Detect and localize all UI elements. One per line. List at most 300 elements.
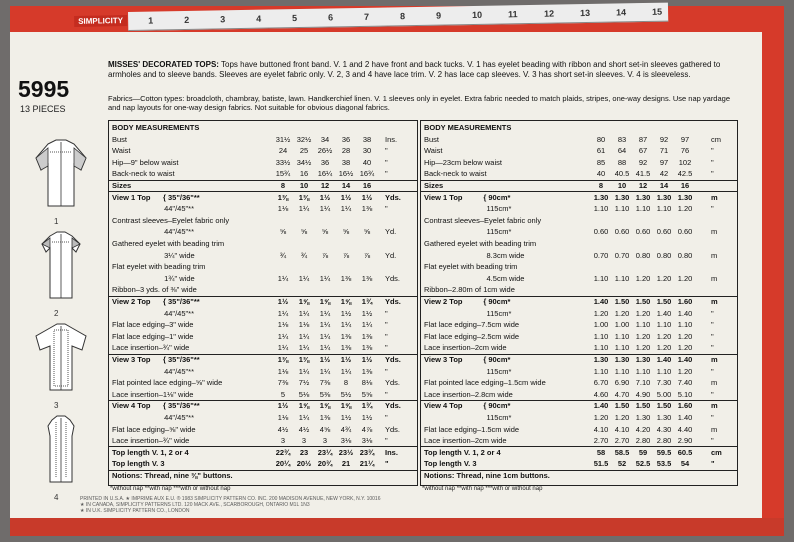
table-cell: 87 bbox=[638, 134, 648, 144]
table-cell: 1¼ bbox=[298, 366, 310, 376]
table-cell: 16 bbox=[299, 169, 309, 179]
table-cell: 23 bbox=[299, 447, 309, 457]
table-cell: 0.70 bbox=[614, 250, 630, 260]
table-cell: 1.20 bbox=[635, 273, 651, 283]
table-cell: 8 bbox=[343, 378, 349, 388]
print-line: ★ IN CANADA, SIMPLICITY PATTERNS LTD. 120 MACK AVE., SCARBOROUGH, ONTARIO M1L 1N3 bbox=[80, 502, 310, 508]
row-label: Sizes bbox=[112, 181, 132, 190]
table-cell: 38 bbox=[362, 134, 372, 144]
table-cell: 1⅝ bbox=[319, 297, 331, 306]
table-cell: 1¾ bbox=[361, 401, 373, 411]
table-cell: 1½ bbox=[319, 192, 331, 202]
row-label: Flat lace edging–2.5cm wide bbox=[424, 331, 520, 341]
table-row bbox=[109, 274, 417, 283]
table-cell: 1.10 bbox=[593, 204, 609, 214]
table-cell: 1.30 bbox=[656, 413, 672, 422]
row-unit: " bbox=[711, 204, 714, 214]
view-sketches bbox=[18, 136, 103, 504]
table-cell: 1⅝ bbox=[298, 297, 310, 306]
table-cell: ⅝ bbox=[321, 227, 329, 237]
table-row bbox=[421, 193, 737, 202]
table-row bbox=[421, 239, 737, 248]
row-label: 44"/45"** bbox=[112, 308, 195, 318]
table-row bbox=[421, 459, 737, 468]
row-unit: " bbox=[711, 157, 714, 167]
table-cell: 7.30 bbox=[656, 378, 672, 388]
row-unit: Yd. bbox=[385, 227, 397, 237]
table-cell: 4.10 bbox=[614, 424, 630, 434]
ruler-tick: 1 bbox=[148, 15, 154, 26]
row-label: 44"/45"** bbox=[112, 204, 195, 214]
table-cell: 1.10 bbox=[614, 331, 630, 341]
table-row bbox=[421, 285, 737, 294]
table-cell: 1½ bbox=[340, 192, 352, 202]
ruler-tick: 10 bbox=[472, 9, 483, 20]
table-row bbox=[421, 425, 737, 434]
table-cell: 1⅛ bbox=[298, 320, 310, 330]
row-unit: Yd. bbox=[385, 250, 397, 260]
table-cell: 36 bbox=[320, 157, 330, 167]
table-row bbox=[109, 227, 417, 236]
table-cell: 4.90 bbox=[635, 389, 651, 399]
row-label: Flat eyelet with beading trim bbox=[424, 262, 518, 272]
table-cell: 1¼ bbox=[340, 366, 352, 376]
table-row bbox=[421, 401, 737, 410]
print-line: ★ IN U.K. SIMPLICITY PATTERN CO., LONDON bbox=[80, 508, 190, 514]
row-label: 8.3cm wide bbox=[424, 250, 525, 260]
table-cell: 1.00 bbox=[614, 320, 630, 330]
table-cell: 0.60 bbox=[677, 227, 693, 237]
table-cell: 58 bbox=[596, 447, 606, 457]
row-unit: " bbox=[385, 157, 388, 167]
table-row bbox=[421, 216, 737, 225]
row-label: View 2 Top { 35"/36"** bbox=[112, 297, 200, 306]
table-cell: 1.30 bbox=[635, 192, 651, 202]
table-row bbox=[421, 367, 737, 376]
row-unit: " bbox=[711, 459, 715, 469]
row-unit: " bbox=[385, 169, 388, 179]
ruler-tick: 9 bbox=[436, 10, 442, 21]
table-cell: 1¼ bbox=[319, 320, 331, 330]
table-row bbox=[421, 123, 737, 132]
table-cell: 1.40 bbox=[656, 308, 672, 318]
row-unit: Yds. bbox=[385, 378, 401, 388]
table-cell: 1.30 bbox=[635, 413, 651, 422]
row-unit: cm bbox=[711, 447, 722, 457]
row-unit: Ins. bbox=[385, 134, 398, 144]
row-unit: Ins. bbox=[385, 447, 398, 457]
row-unit: Yds. bbox=[385, 273, 401, 283]
table-cell: 4.40 bbox=[677, 424, 693, 434]
table-cell: 4½ bbox=[277, 424, 289, 434]
row-unit: " bbox=[385, 343, 388, 353]
table-cell: 1⅛ bbox=[277, 413, 289, 422]
row-unit: " bbox=[711, 320, 714, 330]
table-cell: 1.20 bbox=[635, 331, 651, 341]
table-cell: 1⅝ bbox=[340, 297, 352, 306]
imperial-footnote: *without nap **with nap ***with or without nap bbox=[110, 486, 231, 492]
table-cell: 10 bbox=[299, 181, 309, 190]
table-cell: ⅝ bbox=[300, 227, 308, 237]
row-unit: " bbox=[385, 389, 388, 399]
table-cell: 0.60 bbox=[635, 227, 651, 237]
row-label: 115cm* bbox=[424, 227, 512, 237]
row-unit: " bbox=[711, 146, 714, 156]
table-cell: 51.5 bbox=[593, 459, 609, 469]
table-cell: 0.70 bbox=[593, 250, 609, 260]
piece-count: 13 PIECES bbox=[20, 104, 66, 114]
row-label: Top length V. 1, 2 or 4 bbox=[424, 447, 501, 457]
row-unit: " bbox=[711, 436, 714, 446]
table-cell: 0.60 bbox=[593, 227, 609, 237]
table-row bbox=[109, 251, 417, 260]
view-3-sketch bbox=[18, 320, 103, 412]
row-unit: " bbox=[385, 308, 388, 318]
ruler-tick: 2 bbox=[184, 14, 190, 26]
row-unit: m bbox=[711, 273, 718, 283]
table-cell: 1.40 bbox=[677, 355, 693, 364]
row-label: Flat lace edging–⅝" wide bbox=[112, 424, 196, 434]
table-cell: 1.50 bbox=[656, 297, 672, 306]
row-label: 3¼" wide bbox=[112, 250, 195, 260]
table-cell: 1.10 bbox=[656, 320, 672, 330]
table-cell: 0.60 bbox=[656, 227, 672, 237]
table-row bbox=[421, 343, 737, 352]
table-cell: 16½ bbox=[338, 169, 354, 179]
table-cell: 10 bbox=[617, 181, 627, 190]
table-cell: 97 bbox=[680, 134, 690, 144]
row-unit: cm bbox=[711, 134, 721, 144]
table-cell: 1⅛ bbox=[277, 204, 289, 214]
table-cell: 1⅜ bbox=[277, 355, 289, 364]
table-cell: 1.10 bbox=[677, 320, 693, 330]
table-cell: 7.10 bbox=[635, 378, 651, 388]
table-row bbox=[109, 332, 417, 341]
table-cell: 1.20 bbox=[614, 413, 630, 422]
table-cell: 31½ bbox=[275, 134, 291, 144]
ruler-tick: 11 bbox=[508, 9, 518, 20]
table-cell: 1¼ bbox=[298, 343, 310, 353]
description-text: Tops have buttoned front band. V. 1 and 2 have front and back tucks. V. 1 has eyelet beading with ribbon and short set-in sleeves gathered to armholes and to sleeve bands. Sleeves are eyelet fabric only. V. 2, 3 and 4 have lace trim. V. 2 has lace cap sleeves. V. 3 has short set-in sleeves. V. 4 is sleeveless. bbox=[108, 60, 721, 79]
table-cell: 1⅜ bbox=[298, 355, 310, 364]
table-row bbox=[109, 262, 417, 271]
table-cell: 0.80 bbox=[677, 250, 693, 260]
table-cell: 6.90 bbox=[614, 378, 630, 388]
table-row bbox=[109, 123, 417, 132]
table-cell: 1.20 bbox=[656, 331, 672, 341]
table-cell: 3⅛ bbox=[361, 436, 373, 446]
row-label: View 3 Top { 35"/36"** bbox=[112, 355, 200, 364]
row-unit: " bbox=[385, 413, 388, 422]
row-unit: m bbox=[711, 297, 718, 306]
table-cell: 1.20 bbox=[677, 343, 693, 353]
table-cell: 1½ bbox=[361, 355, 373, 364]
table-cell: 59 bbox=[638, 447, 648, 457]
table-cell: 40.5 bbox=[614, 169, 630, 179]
table-row bbox=[109, 181, 417, 190]
table-cell: 8⅛ bbox=[361, 378, 373, 388]
table-cell: 1½ bbox=[340, 413, 352, 422]
metric-yardage-table bbox=[420, 120, 738, 486]
table-cell: 1⅜ bbox=[361, 273, 373, 283]
table-cell: 1.30 bbox=[677, 192, 693, 202]
table-cell: 1¼ bbox=[298, 204, 310, 214]
table-cell: 21 bbox=[341, 459, 351, 469]
table-cell: 1.10 bbox=[656, 204, 672, 214]
table-cell: 1.40 bbox=[677, 308, 693, 318]
table-cell: 1¼ bbox=[319, 343, 331, 353]
table-row bbox=[421, 158, 737, 167]
row-unit: " bbox=[385, 320, 388, 330]
table-row bbox=[109, 297, 417, 306]
table-cell: 1.30 bbox=[593, 192, 609, 202]
row-label: Contrast sleeves–Eyelet fabric only bbox=[424, 215, 542, 225]
table-row bbox=[421, 413, 737, 422]
description-title: MISSES' DECORATED TOPS: bbox=[108, 60, 219, 69]
table-cell: 14 bbox=[341, 181, 351, 190]
table-cell: 8 bbox=[598, 181, 604, 190]
table-cell: 23¼ bbox=[317, 447, 333, 457]
table-cell: 1.20 bbox=[593, 308, 609, 318]
row-label: Lace insertion–1⅛" wide bbox=[112, 389, 194, 399]
table-cell: 7⅜ bbox=[277, 378, 289, 388]
table-cell: 1.20 bbox=[677, 331, 693, 341]
table-cell: 4½ bbox=[298, 424, 310, 434]
table-cell: 1¼ bbox=[298, 413, 310, 422]
table-row bbox=[109, 169, 417, 178]
table-cell: 1¼ bbox=[319, 331, 331, 341]
table-cell: 1⅜ bbox=[340, 331, 352, 341]
table-cell: 1.50 bbox=[614, 297, 630, 306]
table-cell: 1.10 bbox=[614, 204, 630, 214]
table-cell: 1.00 bbox=[593, 320, 609, 330]
row-label: Lace insertion–¾" wide bbox=[112, 343, 190, 353]
table-cell: 1.10 bbox=[593, 343, 609, 353]
table-cell: 1½ bbox=[277, 297, 289, 306]
table-row bbox=[421, 227, 737, 236]
row-unit: Yds. bbox=[385, 297, 401, 306]
table-cell: 16¼ bbox=[317, 169, 333, 179]
row-label: View 3 Top { 90cm* bbox=[424, 355, 511, 364]
table-cell: 20¼ bbox=[275, 459, 291, 469]
table-cell: 12 bbox=[320, 181, 330, 190]
table-cell: 1.50 bbox=[635, 297, 651, 306]
table-cell: 42 bbox=[659, 169, 669, 179]
table-cell: 53.5 bbox=[656, 459, 672, 469]
table-cell: 7.40 bbox=[677, 378, 693, 388]
row-unit: m bbox=[711, 424, 718, 434]
table-cell: 14 bbox=[659, 181, 669, 190]
table-cell: 1⅝ bbox=[298, 401, 310, 411]
ruler-tick: 3 bbox=[220, 14, 226, 25]
table-cell: 1⅜ bbox=[361, 366, 373, 376]
table-cell: 61 bbox=[596, 146, 606, 156]
row-unit: m bbox=[711, 355, 718, 364]
row-unit: " bbox=[385, 366, 388, 376]
table-cell: 2.80 bbox=[656, 436, 672, 446]
table-row bbox=[109, 309, 417, 318]
row-label: 1¾" wide bbox=[112, 273, 195, 283]
table-cell: 2.90 bbox=[677, 436, 693, 446]
row-label: View 4 Top { 90cm* bbox=[424, 401, 511, 411]
table-cell: 1¼ bbox=[319, 204, 331, 214]
row-label: Lace insertion–2cm wide bbox=[424, 343, 507, 353]
table-cell: 3 bbox=[322, 436, 328, 446]
table-cell: 23¾ bbox=[359, 447, 375, 457]
table-cell: 1.10 bbox=[614, 366, 630, 376]
table-cell: 58.5 bbox=[614, 447, 630, 457]
table-cell: 1¼ bbox=[277, 343, 289, 353]
table-cell: 83 bbox=[617, 134, 627, 144]
table-row bbox=[421, 146, 737, 155]
table-cell: 1⅜ bbox=[361, 343, 373, 353]
row-label: Lace insertion–2.8cm wide bbox=[424, 389, 513, 399]
table-cell: 1⅛ bbox=[277, 366, 289, 376]
table-cell: 16 bbox=[680, 181, 690, 190]
bottom-red-band bbox=[10, 518, 784, 536]
table-cell: 92 bbox=[638, 157, 648, 167]
table-cell: ⅞ bbox=[363, 250, 371, 260]
view-4-number: 4 bbox=[54, 493, 59, 502]
table-cell: 1¼ bbox=[277, 273, 289, 283]
table-cell: 4.70 bbox=[614, 389, 630, 399]
row-label: 44"/45"** bbox=[112, 413, 195, 422]
table-cell: 1.20 bbox=[635, 343, 651, 353]
table-cell: 2.70 bbox=[614, 436, 630, 446]
table-cell: 1.10 bbox=[614, 273, 630, 283]
table-cell: 1½ bbox=[340, 355, 352, 364]
table-cell: 1½ bbox=[361, 308, 373, 318]
table-cell: 1¾ bbox=[361, 297, 373, 306]
row-label: 115cm* bbox=[424, 413, 512, 422]
table-cell: 1.50 bbox=[635, 401, 651, 411]
table-cell: 1.40 bbox=[593, 401, 609, 411]
table-cell: 26½ bbox=[317, 146, 333, 156]
table-cell: 30 bbox=[362, 146, 372, 156]
table-row bbox=[421, 251, 737, 260]
fabric-recommendations: Fabrics—Cotton types: broadcloth, chambray, batiste, lawn. Handkerchief linen. V. 1 sleeves only in eyelet. Extra fabric needed to match plaids, stripes, one-way designs. Use nap yardage and nap layouts for one-way design fabrics. Not suitable for obvious diagonal fabrics. bbox=[108, 94, 730, 113]
row-label: Gathered eyelet with beading trim bbox=[424, 239, 537, 248]
table-cell: 1.10 bbox=[635, 366, 651, 376]
table-cell: 4⅞ bbox=[361, 424, 373, 434]
table-cell: 5.00 bbox=[656, 389, 672, 399]
table-row bbox=[421, 378, 737, 387]
row-label: BODY MEASUREMENTS bbox=[112, 123, 200, 132]
row-label: Flat pointed lace edging–1.5cm wide bbox=[424, 378, 546, 388]
table-cell: 1.10 bbox=[656, 366, 672, 376]
table-cell: 1⅜ bbox=[277, 192, 289, 202]
table-cell: 24 bbox=[278, 146, 288, 156]
table-cell: 1⅜ bbox=[319, 413, 331, 422]
ruler-tick: 15 bbox=[651, 6, 663, 17]
view-3-number: 3 bbox=[54, 401, 59, 410]
table-cell: 40 bbox=[362, 157, 372, 167]
row-label: Hip—9" below waist bbox=[112, 157, 179, 167]
brand-label: SIMPLICITY bbox=[74, 15, 127, 27]
table-cell: 42.5 bbox=[677, 169, 693, 179]
printing-info bbox=[80, 496, 500, 514]
table-cell: 1.60 bbox=[677, 297, 693, 306]
table-cell: 0.60 bbox=[614, 227, 630, 237]
table-cell: 1¼ bbox=[298, 331, 310, 341]
table-cell: ⅝ bbox=[363, 227, 371, 237]
table-cell: 1½ bbox=[340, 308, 352, 318]
table-cell: 1.50 bbox=[656, 401, 672, 411]
row-label: 4.5cm wide bbox=[424, 273, 525, 283]
row-label: Waist bbox=[424, 146, 443, 156]
table-cell: 1.10 bbox=[593, 331, 609, 341]
imperial-yardage-table bbox=[108, 120, 418, 486]
table-cell: 34 bbox=[320, 134, 330, 144]
row-unit: " bbox=[711, 366, 714, 376]
table-row bbox=[109, 390, 417, 399]
row-label: 44"/45"** bbox=[112, 227, 195, 237]
table-cell: 67 bbox=[638, 146, 648, 156]
ruler-tick: 14 bbox=[615, 7, 627, 18]
table-cell: 3 bbox=[301, 436, 307, 446]
row-unit: Yds. bbox=[385, 424, 401, 434]
pattern-description bbox=[108, 60, 738, 80]
row-label: Lace insertion–2cm wide bbox=[424, 436, 507, 446]
row-unit: " bbox=[711, 413, 714, 422]
ruler-tick: 4 bbox=[256, 13, 262, 24]
row-label: Lace insertion–¾" wide bbox=[112, 436, 190, 446]
table-row bbox=[421, 320, 737, 329]
print-line: PRINTED IN U.S.A. ★ IMPRIME AUX E.U. ® 1983 SIMPLICITY PATTERN CO. INC. 200 MADISON AVENUE, NEW YORK, N.Y. 10016 bbox=[80, 496, 381, 502]
table-cell: ⅞ bbox=[342, 250, 350, 260]
table-cell: 16 bbox=[362, 181, 372, 190]
table-row bbox=[109, 320, 417, 329]
ruler-tick: 13 bbox=[580, 7, 591, 19]
row-unit: Yds. bbox=[385, 192, 401, 202]
table-cell: 4¾ bbox=[340, 424, 352, 434]
table-cell: 2.80 bbox=[635, 436, 651, 446]
row-label: Flat lace edging–7.5cm wide bbox=[424, 320, 520, 330]
table-cell: 71 bbox=[659, 146, 669, 156]
table-cell: 1.20 bbox=[593, 413, 609, 422]
row-label: Bust bbox=[112, 134, 128, 144]
row-label: Top length V. 1, 2 or 4 bbox=[112, 447, 189, 457]
table-row bbox=[109, 378, 417, 387]
table-cell: 54 bbox=[680, 459, 690, 469]
row-label: View 1 Top { 90cm* bbox=[424, 192, 511, 202]
table-row bbox=[109, 285, 417, 294]
table-cell: 80 bbox=[596, 134, 606, 144]
metric-footnote: *without nap **with nap ***with or without nap bbox=[422, 486, 543, 492]
table-cell: 32½ bbox=[296, 134, 312, 144]
table-cell: 28 bbox=[341, 146, 351, 156]
table-row bbox=[109, 448, 417, 457]
table-row bbox=[109, 436, 417, 445]
row-label: Flat lace edging–1.5cm wide bbox=[424, 424, 520, 434]
table-row bbox=[109, 413, 417, 422]
row-unit: " bbox=[385, 146, 388, 156]
table-cell: 1.30 bbox=[614, 192, 630, 202]
table-cell: ¾ bbox=[300, 250, 308, 260]
row-label: Hip—23cm below waist bbox=[424, 157, 502, 167]
row-label: View 1 Top { 35"/36"** bbox=[112, 192, 200, 202]
table-cell: 1.20 bbox=[677, 366, 693, 376]
table-cell: 52 bbox=[617, 459, 627, 469]
row-unit: " bbox=[385, 204, 388, 214]
table-cell: 88 bbox=[617, 157, 627, 167]
table-cell: 1.10 bbox=[635, 204, 651, 214]
table-row bbox=[109, 343, 417, 352]
table-cell: 59.5 bbox=[656, 447, 672, 457]
table-cell: 1.10 bbox=[593, 273, 609, 283]
table-cell: 3⅛ bbox=[340, 436, 352, 446]
ruler-tick: 6 bbox=[328, 12, 334, 23]
